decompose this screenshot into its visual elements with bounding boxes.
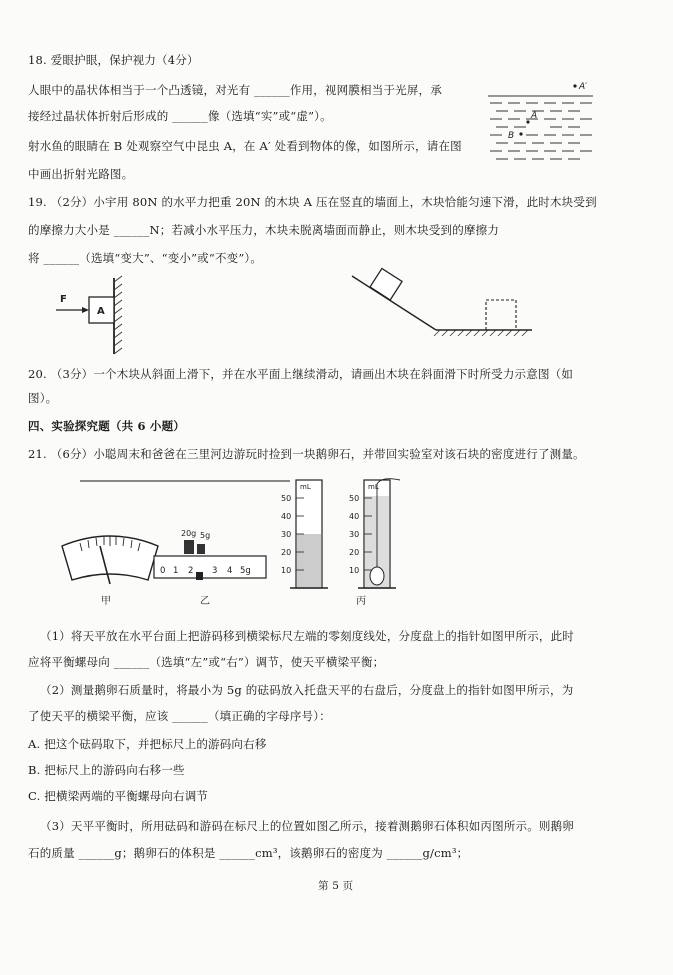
q21-part1-a: （1）将天平放在水平台面上把游码移到横梁标尺左端的零刻度线处，分度盘上的指针如图甲所示，此时 <box>40 629 575 643</box>
q19-line1: 19. （2分）小宇用 80N 的水平力把重 20N 的木块 A 压在竖直的墙面上，木块恰能匀速下滑，此时木块受到 <box>28 195 597 209</box>
q20-incline-figure <box>350 258 540 338</box>
cyl1-tick-40: 40 <box>281 512 292 521</box>
section-title: 四、实验探究题（共 6 小题） <box>28 419 186 433</box>
q19-wall-figure <box>56 278 136 356</box>
cyl2-tick-50: 50 <box>349 494 360 503</box>
q20-line2: 图）。 <box>28 391 58 405</box>
q20-line1: 20. （3分）一个木块从斜面上滑下，并在水平面上继续滑动，请画出木块在斜面滑下时所受力示意图（如 <box>28 367 574 381</box>
weights <box>184 540 205 554</box>
label-yi: 乙 <box>200 596 210 607</box>
cyl2-unit: mL <box>368 483 379 491</box>
q21-intro: 21. （6分）小聪周末和爸爸在三里河边游玩时捡到一块鹅卵石，并带回实验室对该石块的密度进行了测量。 <box>28 447 585 461</box>
q19-line2: 的摩擦力大小是 ______N；若减小水平压力，木块未脱离墙面而静止，则木块受到的摩擦力 <box>28 223 500 237</box>
ruler-tick-2: 2 <box>188 566 194 576</box>
q18-water-figure <box>488 78 598 168</box>
ruler-tick-4: 4 <box>227 566 233 576</box>
label-jia: 甲 <box>101 596 111 607</box>
block-on-incline <box>370 268 402 299</box>
ruler-tick-5: 5g <box>240 566 251 576</box>
q18-title: 18. 爱眼护眼，保护视力（4分） <box>28 53 199 67</box>
cyl1-tick-30: 30 <box>281 530 292 539</box>
ruler-tick-3: 3 <box>212 566 218 576</box>
ruler-tick-0: 0 <box>160 566 166 576</box>
q21-option-c: C. 把横梁两端的平衡螺母向右调节 <box>28 789 209 803</box>
q21-option-a: A. 把这个砝码取下，并把标尺上的游码向右移 <box>28 737 267 751</box>
cyl1-tick-50: 50 <box>281 494 292 503</box>
cylinder-2 <box>349 479 400 588</box>
point-a <box>526 120 529 123</box>
q21-part1-b: 应将平衡螺母向 ______（选填“左”或“右”）调节，使天平横梁平衡； <box>28 655 385 669</box>
pebble <box>370 567 384 585</box>
q18-line2: 接经过晶状体折射后形成的 ______像（选填“实”或“虚”）。 <box>28 109 332 123</box>
cyl1-unit: mL <box>300 483 311 491</box>
label-bing: 丙 <box>356 596 366 607</box>
ruler <box>154 556 266 580</box>
cyl2-tick-20: 20 <box>349 548 360 557</box>
q21-option-b: B. 把标尺上的游码向右移一些 <box>28 763 185 777</box>
page-number: 第 5 页 <box>318 880 354 892</box>
cyl2-tick-40: 40 <box>349 512 360 521</box>
cyl2-tick-10: 10 <box>349 566 360 575</box>
force-label: F <box>60 294 67 305</box>
q21-part3-b: 石的质量 ______g；鹅卵石的体积是 ______cm³，该鹅卵石的密度为 ______g/cm³； <box>28 846 469 860</box>
q18-line4: 中画出折射光路图。 <box>28 167 134 181</box>
balance-dial <box>62 536 158 584</box>
point-b <box>519 132 522 135</box>
q18-line1: 人眼中的晶状体相当于一个凸透镜，对光有 ______作用，视网膜相当于光屏，承 <box>28 83 442 97</box>
q21-part2-a: （2）测量鹅卵石质量时，将最小为 5g 的砝码放入托盘天平的右盘后，分度盘上的指针如图甲所示，为 <box>40 683 574 697</box>
ruler-tick-1: 1 <box>173 566 179 576</box>
weight-5g-label: 5g <box>200 531 211 540</box>
block-a-label: A <box>97 306 105 317</box>
q21-part2-b: 了使天平的横梁平衡，应该 ______（填正确的字母序号）： <box>28 709 331 723</box>
q18-line3: 射水鱼的眼睛在 B 处观察空气中昆虫 A，在 A′ 处看到物体的像，如图所示，请在图 <box>28 139 462 153</box>
block-on-ground-dashed <box>486 300 516 330</box>
weight-20g-label: 20g <box>181 529 197 538</box>
label-a-prime: A′ <box>579 82 588 92</box>
cyl1-tick-20: 20 <box>281 548 292 557</box>
q21-figures <box>60 476 420 616</box>
label-b: B <box>508 131 515 141</box>
label-a: A <box>531 111 538 121</box>
cylinder-1 <box>281 480 328 588</box>
cyl1-tick-10: 10 <box>281 566 292 575</box>
point-a-prime <box>573 84 576 87</box>
ruler-rider <box>196 572 203 580</box>
cyl2-tick-30: 30 <box>349 530 360 539</box>
q21-part3-a: （3）天平平衡时，所用砝码和游码在标尺上的位置如图乙所示，接着测鹅卵石体积如丙图所示。则鹅卵 <box>40 819 575 833</box>
q19-line3: 将 ______（选填“变大”、“变小”或“不变”）。 <box>28 251 263 265</box>
